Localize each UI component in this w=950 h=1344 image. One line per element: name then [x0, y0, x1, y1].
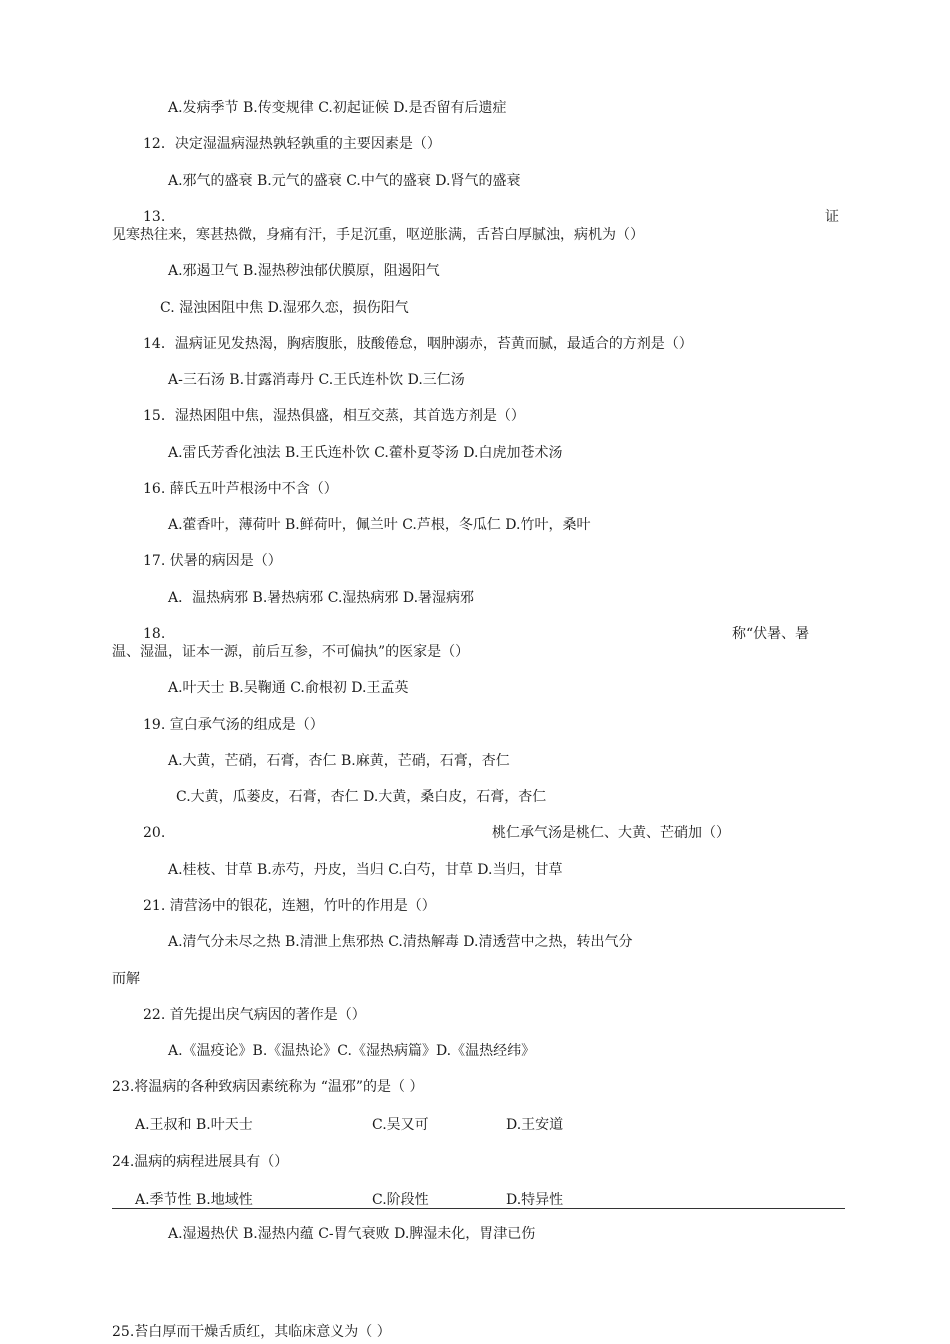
question-16: 16. 薛氏五叶芦根汤中不含（） [143, 481, 338, 497]
option-line-19b: C.大黄，瓜蒌皮，石膏，杏仁 D.大黄，桑白皮，石膏，杏仁 [176, 789, 547, 805]
question-17: 17. 伏暑的病因是（） [143, 553, 282, 569]
option-24-d: D.特异性 [506, 1192, 564, 1208]
question-13-number: 13. [143, 209, 166, 225]
option-line-13a: A.邪遏卫气 B.湿热秽浊郁伏膜原，阻遏阳气 [168, 263, 440, 279]
option-line-14: A-三石汤 B.甘露消毒丹 C.王氏连朴饮 D.三仁汤 [168, 372, 465, 388]
option-line-20: A.桂枝、甘草 B.赤芍，丹皮，当归 C.白芍，甘草 D.当归，甘草 [168, 862, 563, 878]
divider-line [112, 1208, 845, 1209]
option-line-22: A.《温疫论》B.《温热论》C.《湿热病篇》D.《温热经纬》 [168, 1043, 536, 1059]
question-20-number: 20. [143, 825, 166, 841]
question-14: 14．温病证见发热渴，胸痞腹胀，肢酸倦怠，咽肿溺赤，苔黄而腻，最适合的方剂是（） [143, 336, 693, 352]
option-line-18: A.叶天士 B.吴鞠通 C.俞根初 D.王孟英 [168, 680, 409, 696]
question-25: 25.苔白厚而干燥舌质红，其临床意义为（ ） [112, 1324, 391, 1340]
option-24-c: C.阶段性 [372, 1192, 429, 1208]
question-18: 温、湿温，证本一源，前后互参，不可偏执”的医家是（） [112, 644, 470, 660]
question-19: 19. 宣白承气汤的组成是（） [143, 717, 324, 733]
question-18-fragment: 称“伏暑、暑 [732, 626, 810, 642]
option-line-21: A.清气分未尽之热 B.清泄上焦邪热 C.清热解毒 D.清透营中之热，转出气分 [168, 934, 633, 950]
question-23: 23.将温病的各种致病因素统称为 “温邪”的是（ ） [112, 1079, 424, 1095]
option-line-25: A.湿遏热伏 B.湿热内蕴 C-胃气衰败 D.脾湿未化，胃津已伤 [168, 1226, 536, 1242]
option-line-12: A.邪气的盛衰 B.元气的盛衰 C.中气的盛衰 D.肾气的盛衰 [168, 173, 521, 189]
question-24: 24.温病的病程进展具有（） [112, 1154, 289, 1170]
option-23-d: D.王安道 [506, 1117, 564, 1133]
question-13: 见寒热往来，寒甚热微，身痛有汗，手足沉重，呕逆胀满，舌苔白厚腻浊，病机为（） [112, 227, 644, 243]
option-24-ab: A.季节性 B.地域性 [135, 1192, 253, 1208]
question-18-number: 18. [143, 626, 166, 642]
question-12: 12．决定湿温病湿热孰轻孰重的主要因素是（） [143, 136, 441, 152]
option-line-19a: A.大黄，芒硝，石膏，杏仁 B.麻黄，芒硝，石膏，杏仁 [168, 753, 510, 769]
option-line-15: A.雷氏芳香化浊法 B.王氏连朴饮 C.藿朴夏苓汤 D.白虎加苍术汤 [168, 445, 563, 461]
option-line-21-cont: 而解 [112, 971, 140, 987]
question-13-fragment: 证 [825, 209, 839, 225]
question-15: 15．湿热困阻中焦，湿热俱盛，相互交蒸，其首选方剂是（） [143, 408, 525, 424]
question-20: 桃仁承气汤是桃仁、大黄、芒硝加（） [492, 825, 730, 841]
option-line-13b: C. 湿浊困阻中焦 D.湿邪久恋，损伤阳气 [160, 300, 409, 316]
option-23-ab: A.王叔和 B.叶天士 [135, 1117, 253, 1133]
option-line-11: A.发病季节 B.传变规律 C.初起证候 D.是否留有后遗症 [168, 100, 507, 116]
option-line-17: A．温热病邪 B.暑热病邪 C.湿热病邪 D.暑湿病邪 [168, 590, 475, 606]
question-21: 21. 清营汤中的银花，连翘，竹叶的作用是（） [143, 898, 436, 914]
option-23-c: C.吴又可 [372, 1117, 429, 1133]
question-22: 22. 首先提出戾气病因的著作是（） [143, 1007, 366, 1023]
option-line-16: A.藿香叶，薄荷叶 B.鲜荷叶，佩兰叶 C.芦根，冬瓜仁 D.竹叶，桑叶 [168, 517, 591, 533]
